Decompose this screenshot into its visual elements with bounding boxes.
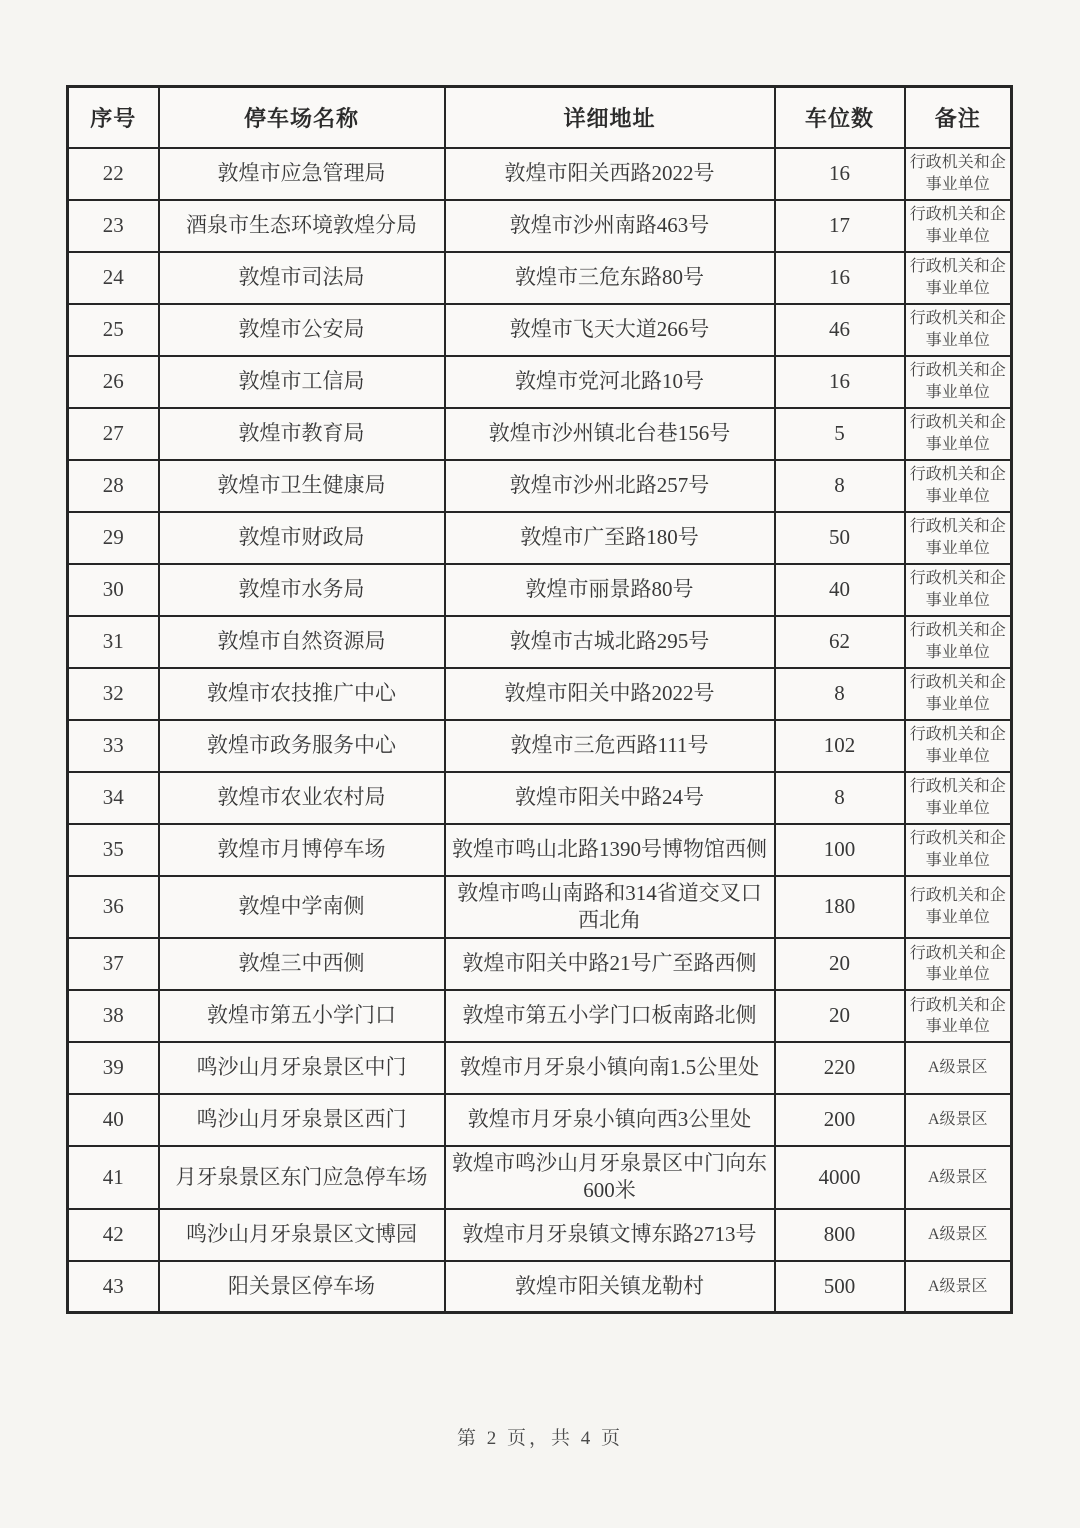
remark: 行政机关和企事业单位 bbox=[905, 512, 1012, 564]
table-row bbox=[68, 824, 1012, 876]
table-row bbox=[68, 1042, 1012, 1094]
remark: A级景区 bbox=[905, 1261, 1012, 1313]
table-row bbox=[68, 1094, 1012, 1146]
table-row bbox=[68, 1261, 1012, 1313]
remark: 行政机关和企事业单位 bbox=[905, 616, 1012, 668]
header-parking-lot-name: 停车场名称 bbox=[159, 87, 445, 148]
space-count: 8 bbox=[775, 460, 905, 512]
parking-lot-name: 阳关景区停车场 bbox=[159, 1261, 445, 1313]
space-count: 180 bbox=[775, 876, 905, 939]
table-row bbox=[68, 772, 1012, 824]
space-count: 50 bbox=[775, 512, 905, 564]
space-count: 102 bbox=[775, 720, 905, 772]
row-serial-number: 27 bbox=[68, 408, 159, 460]
remark: 行政机关和企事业单位 bbox=[905, 564, 1012, 616]
header-row bbox=[68, 87, 1012, 148]
space-count: 16 bbox=[775, 356, 905, 408]
remark: A级景区 bbox=[905, 1209, 1012, 1261]
remark: 行政机关和企事业单位 bbox=[905, 252, 1012, 304]
header-detailed-address: 详细地址 bbox=[445, 87, 775, 148]
space-count: 800 bbox=[775, 1209, 905, 1261]
row-serial-number: 32 bbox=[68, 668, 159, 720]
detailed-address: 敦煌市阳关西路2022号 bbox=[445, 148, 775, 200]
parking-lot-name: 鸣沙山月牙泉景区西门 bbox=[159, 1094, 445, 1146]
space-count: 8 bbox=[775, 668, 905, 720]
parking-lot-name: 敦煌市自然资源局 bbox=[159, 616, 445, 668]
table-row bbox=[68, 1209, 1012, 1261]
remark: 行政机关和企事业单位 bbox=[905, 876, 1012, 939]
space-count: 20 bbox=[775, 990, 905, 1042]
remark: 行政机关和企事业单位 bbox=[905, 720, 1012, 772]
detailed-address: 敦煌市沙州镇北台巷156号 bbox=[445, 408, 775, 460]
detailed-address: 敦煌市党河北路10号 bbox=[445, 356, 775, 408]
space-count: 500 bbox=[775, 1261, 905, 1313]
row-serial-number: 30 bbox=[68, 564, 159, 616]
detailed-address: 敦煌市阳关中路24号 bbox=[445, 772, 775, 824]
table-row bbox=[68, 356, 1012, 408]
table-body bbox=[68, 148, 1012, 1313]
row-serial-number: 28 bbox=[68, 460, 159, 512]
parking-lot-name: 敦煌市水务局 bbox=[159, 564, 445, 616]
detailed-address: 敦煌市丽景路80号 bbox=[445, 564, 775, 616]
header-serial-number: 序号 bbox=[68, 87, 159, 148]
detailed-address: 敦煌市鸣山北路1390号博物馆西侧 bbox=[445, 824, 775, 876]
space-count: 40 bbox=[775, 564, 905, 616]
table-header bbox=[68, 87, 1012, 148]
space-count: 5 bbox=[775, 408, 905, 460]
parking-lot-name: 鸣沙山月牙泉景区中门 bbox=[159, 1042, 445, 1094]
row-serial-number: 37 bbox=[68, 938, 159, 990]
detailed-address: 敦煌市沙州南路463号 bbox=[445, 200, 775, 252]
space-count: 220 bbox=[775, 1042, 905, 1094]
remark: 行政机关和企事业单位 bbox=[905, 668, 1012, 720]
row-serial-number: 35 bbox=[68, 824, 159, 876]
remark: 行政机关和企事业单位 bbox=[905, 304, 1012, 356]
space-count: 16 bbox=[775, 148, 905, 200]
detailed-address: 敦煌市阳关中路21号广至路西侧 bbox=[445, 938, 775, 990]
parking-lot-name: 敦煌中学南侧 bbox=[159, 876, 445, 939]
remark: A级景区 bbox=[905, 1146, 1012, 1209]
space-count: 62 bbox=[775, 616, 905, 668]
table-row bbox=[68, 304, 1012, 356]
parking-lot-name: 敦煌市财政局 bbox=[159, 512, 445, 564]
space-count: 100 bbox=[775, 824, 905, 876]
row-serial-number: 26 bbox=[68, 356, 159, 408]
row-serial-number: 29 bbox=[68, 512, 159, 564]
detailed-address: 敦煌市月牙泉镇文博东路2713号 bbox=[445, 1209, 775, 1261]
parking-lot-name: 敦煌市第五小学门口 bbox=[159, 990, 445, 1042]
parking-lot-name: 敦煌市公安局 bbox=[159, 304, 445, 356]
parking-lot-name: 敦煌市月博停车场 bbox=[159, 824, 445, 876]
row-serial-number: 24 bbox=[68, 252, 159, 304]
table-row bbox=[68, 512, 1012, 564]
row-serial-number: 22 bbox=[68, 148, 159, 200]
row-serial-number: 41 bbox=[68, 1146, 159, 1209]
table-row bbox=[68, 252, 1012, 304]
parking-lot-name: 敦煌市应急管理局 bbox=[159, 148, 445, 200]
parking-table bbox=[66, 85, 1013, 1314]
header-remark: 备注 bbox=[905, 87, 1012, 148]
space-count: 200 bbox=[775, 1094, 905, 1146]
parking-lot-name: 敦煌市司法局 bbox=[159, 252, 445, 304]
parking-lot-name: 酒泉市生态环境敦煌分局 bbox=[159, 200, 445, 252]
table-row bbox=[68, 938, 1012, 990]
remark: 行政机关和企事业单位 bbox=[905, 356, 1012, 408]
row-serial-number: 42 bbox=[68, 1209, 159, 1261]
detailed-address: 敦煌市三危东路80号 bbox=[445, 252, 775, 304]
table-row bbox=[68, 564, 1012, 616]
detailed-address: 敦煌市鸣山南路和314省道交叉口西北角 bbox=[445, 876, 775, 939]
parking-lot-name: 月牙泉景区东门应急停车场 bbox=[159, 1146, 445, 1209]
table-row bbox=[68, 876, 1012, 939]
remark: 行政机关和企事业单位 bbox=[905, 990, 1012, 1042]
row-serial-number: 43 bbox=[68, 1261, 159, 1313]
remark: 行政机关和企事业单位 bbox=[905, 460, 1012, 512]
remark: A级景区 bbox=[905, 1042, 1012, 1094]
parking-lot-name: 敦煌市农业农村局 bbox=[159, 772, 445, 824]
space-count: 20 bbox=[775, 938, 905, 990]
row-serial-number: 31 bbox=[68, 616, 159, 668]
table-row bbox=[68, 668, 1012, 720]
table-row bbox=[68, 460, 1012, 512]
row-serial-number: 36 bbox=[68, 876, 159, 939]
detailed-address: 敦煌市月牙泉小镇向西3公里处 bbox=[445, 1094, 775, 1146]
row-serial-number: 34 bbox=[68, 772, 159, 824]
table-row bbox=[68, 616, 1012, 668]
detailed-address: 敦煌市第五小学门口板南路北侧 bbox=[445, 990, 775, 1042]
remark: 行政机关和企事业单位 bbox=[905, 408, 1012, 460]
table-row bbox=[68, 148, 1012, 200]
header-space-count: 车位数 bbox=[775, 87, 905, 148]
parking-lot-name: 敦煌三中西侧 bbox=[159, 938, 445, 990]
remark: 行政机关和企事业单位 bbox=[905, 148, 1012, 200]
detailed-address: 敦煌市沙州北路257号 bbox=[445, 460, 775, 512]
table-row bbox=[68, 720, 1012, 772]
space-count: 17 bbox=[775, 200, 905, 252]
parking-lot-name: 敦煌市农技推广中心 bbox=[159, 668, 445, 720]
page-number-footer: 第 2 页，共 4 页 bbox=[456, 1428, 623, 1449]
detailed-address: 敦煌市飞天大道266号 bbox=[445, 304, 775, 356]
parking-lot-name: 敦煌市卫生健康局 bbox=[159, 460, 445, 512]
remark: 行政机关和企事业单位 bbox=[905, 200, 1012, 252]
detailed-address: 敦煌市阳关中路2022号 bbox=[445, 668, 775, 720]
remark: 行政机关和企事业单位 bbox=[905, 824, 1012, 876]
parking-lot-name: 敦煌市工信局 bbox=[159, 356, 445, 408]
table-row bbox=[68, 408, 1012, 460]
detailed-address: 敦煌市古城北路295号 bbox=[445, 616, 775, 668]
parking-lot-name: 鸣沙山月牙泉景区文博园 bbox=[159, 1209, 445, 1261]
detailed-address: 敦煌市鸣沙山月牙泉景区中门向东600米 bbox=[445, 1146, 775, 1209]
remark: 行政机关和企事业单位 bbox=[905, 772, 1012, 824]
row-serial-number: 38 bbox=[68, 990, 159, 1042]
space-count: 8 bbox=[775, 772, 905, 824]
detailed-address: 敦煌市广至路180号 bbox=[445, 512, 775, 564]
row-serial-number: 40 bbox=[68, 1094, 159, 1146]
row-serial-number: 25 bbox=[68, 304, 159, 356]
table-row bbox=[68, 200, 1012, 252]
parking-lot-name: 敦煌市教育局 bbox=[159, 408, 445, 460]
remark: 行政机关和企事业单位 bbox=[905, 938, 1012, 990]
row-serial-number: 39 bbox=[68, 1042, 159, 1094]
detailed-address: 敦煌市月牙泉小镇向南1.5公里处 bbox=[445, 1042, 775, 1094]
remark: A级景区 bbox=[905, 1094, 1012, 1146]
detailed-address: 敦煌市三危西路111号 bbox=[445, 720, 775, 772]
space-count: 4000 bbox=[775, 1146, 905, 1209]
row-serial-number: 33 bbox=[68, 720, 159, 772]
parking-lot-name: 敦煌市政务服务中心 bbox=[159, 720, 445, 772]
row-serial-number: 23 bbox=[68, 200, 159, 252]
table-row bbox=[68, 1146, 1012, 1209]
table-row bbox=[68, 990, 1012, 1042]
space-count: 46 bbox=[775, 304, 905, 356]
detailed-address: 敦煌市阳关镇龙勒村 bbox=[445, 1261, 775, 1313]
space-count: 16 bbox=[775, 252, 905, 304]
